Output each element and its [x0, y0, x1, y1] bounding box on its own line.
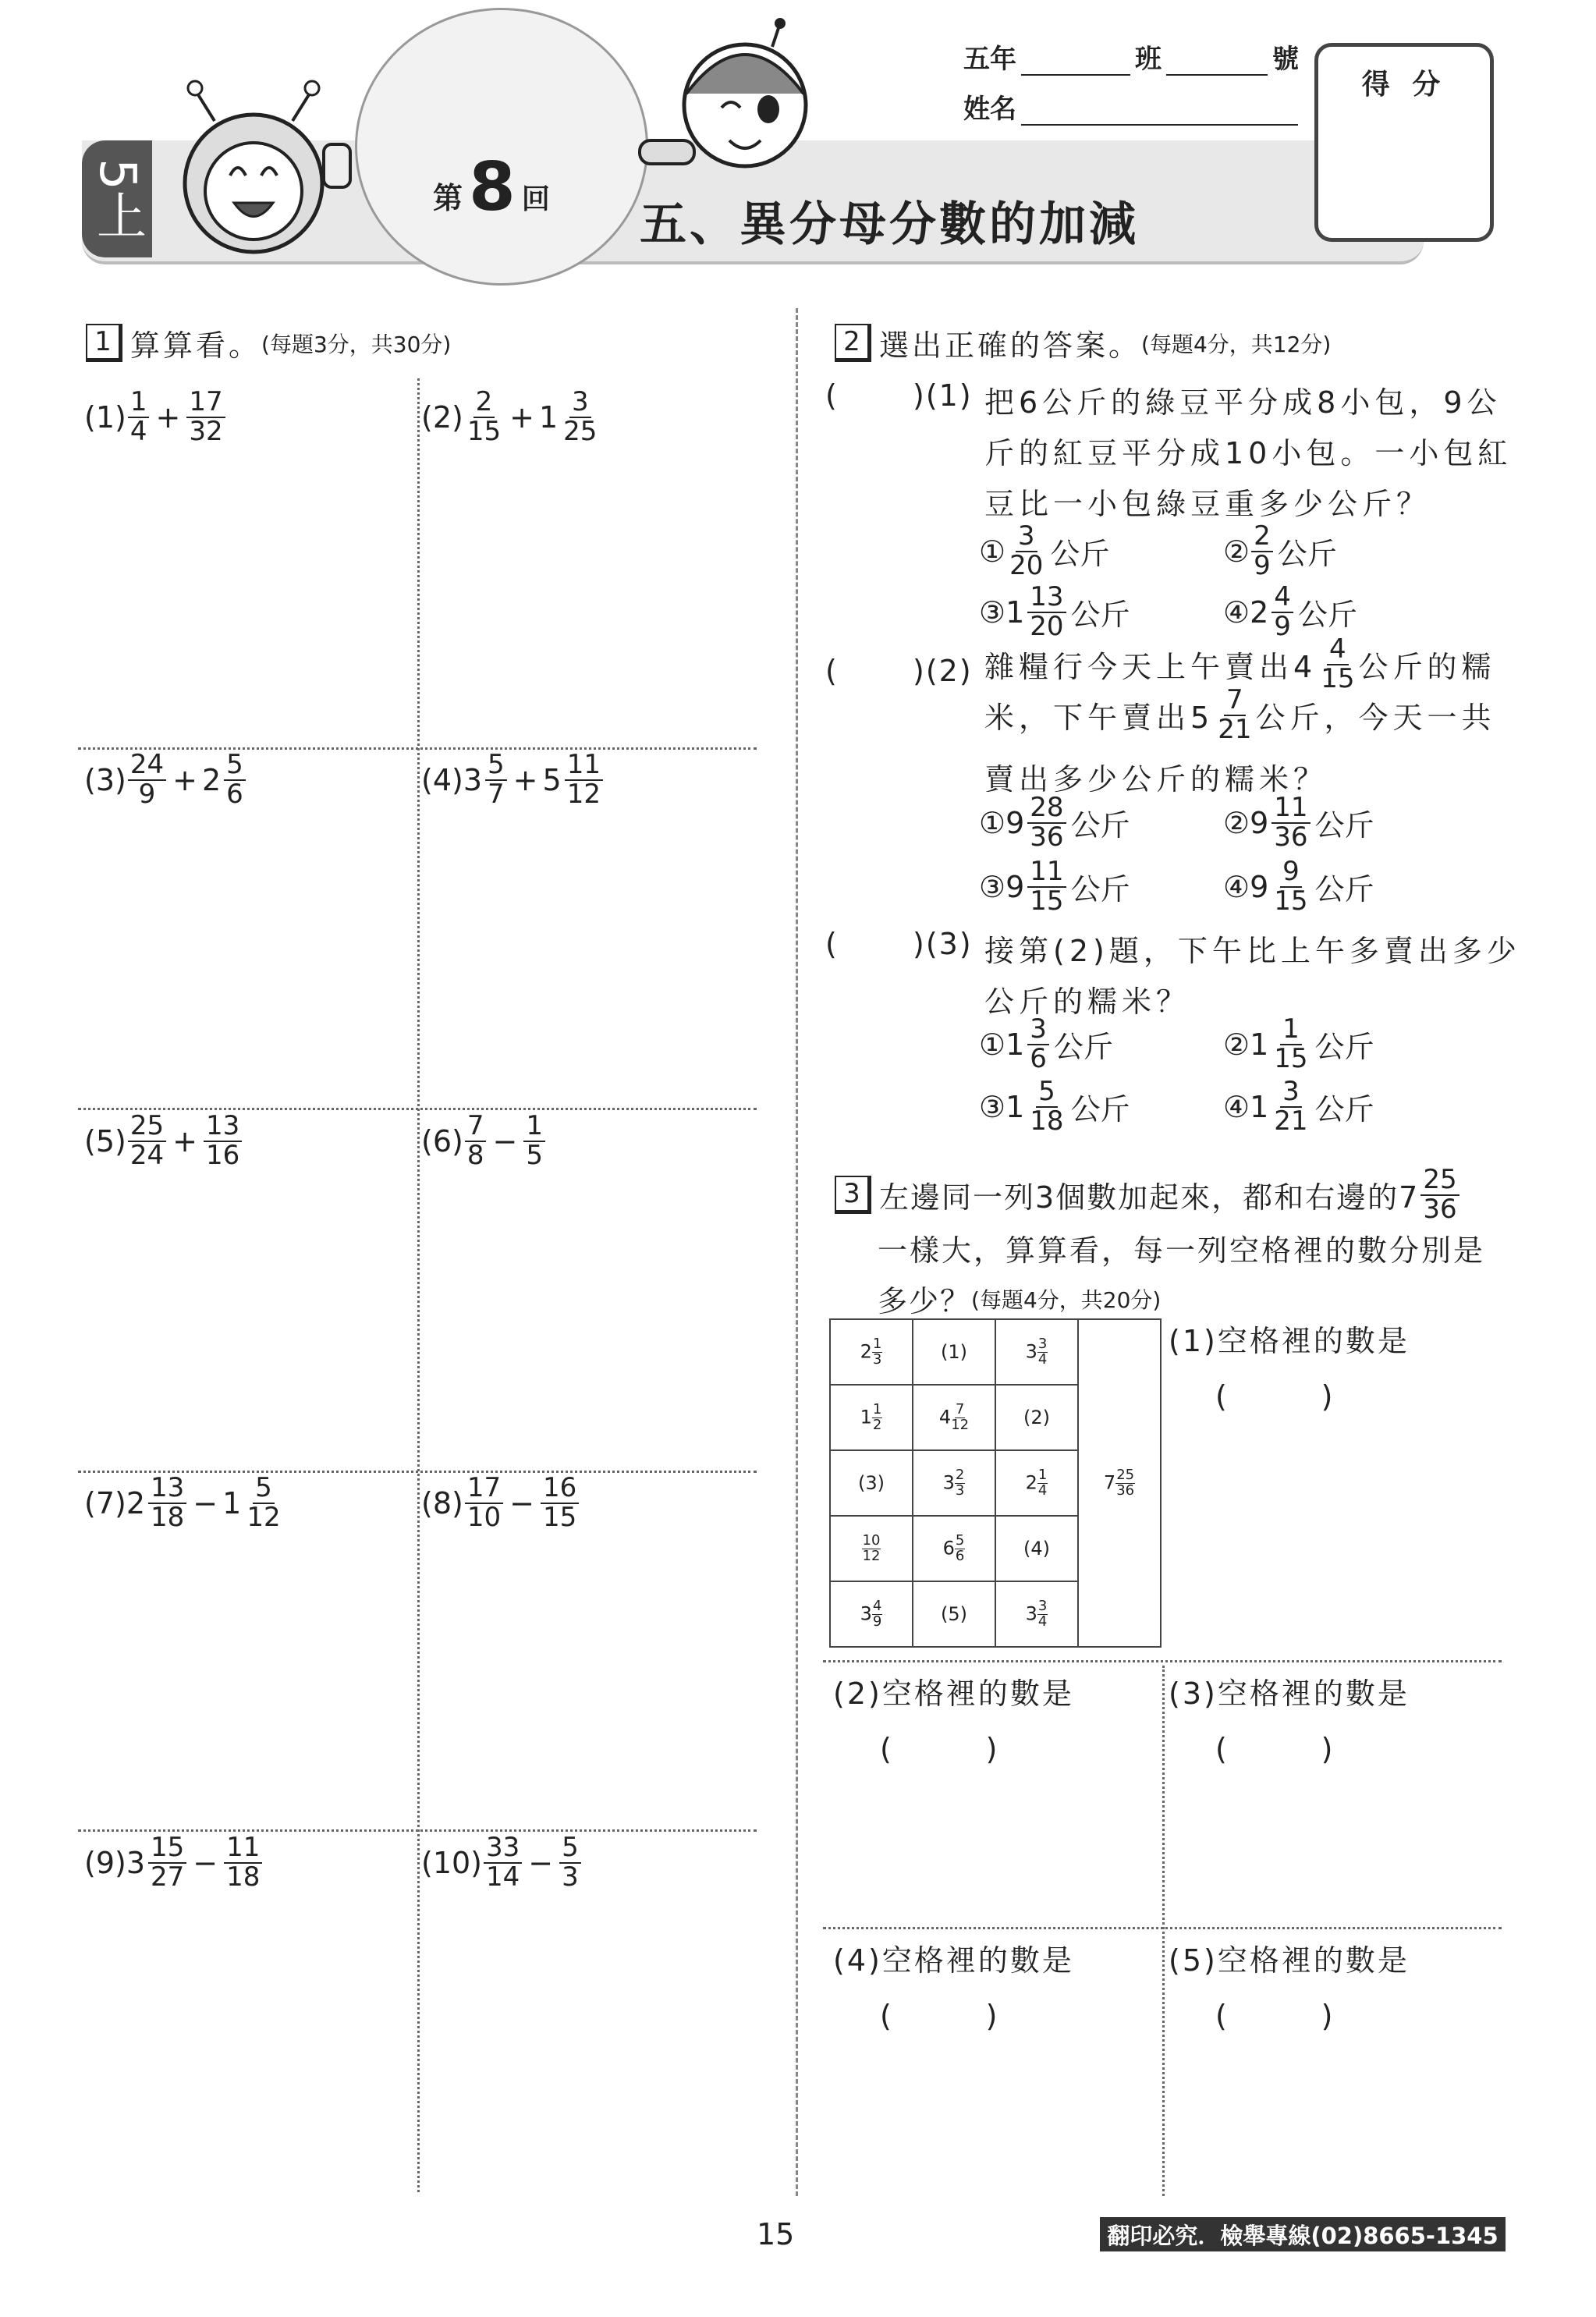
problem-label: (7): [84, 1485, 126, 1520]
fraction: $\frac{1}{4}$: [128, 389, 150, 445]
q3-option-1[interactable]: ① 1 $\frac{3}{6}$ 公斤: [979, 1013, 1113, 1074]
class-line: 五年 班 號: [963, 44, 1299, 75]
grid-blank-cell[interactable]: (5): [913, 1581, 995, 1647]
operator: −: [193, 1485, 218, 1520]
q1-line2: 斤的紅豆平分成10小包。一小包紅: [984, 436, 1513, 470]
q3-answer-paren[interactable]: (: [825, 927, 842, 961]
section1-number: 1: [86, 324, 122, 362]
operator: −: [492, 1123, 518, 1158]
fraction: $\frac{3}{20}$: [1009, 520, 1044, 581]
score-box[interactable]: [1314, 43, 1494, 242]
problem-label: (2): [421, 399, 463, 435]
s3-divider-1: [823, 1660, 1502, 1662]
whole-part: 2: [1250, 594, 1269, 630]
answer-blank[interactable]: ( ): [1215, 1999, 1333, 2033]
fraction: $\frac{16}{15}$: [541, 1474, 579, 1531]
grade-badge: 5上: [82, 140, 152, 257]
section3-line3: 多少？ (每題4分，共20分): [878, 1284, 1162, 1318]
fraction: $\frac{5}{3}$: [559, 1834, 581, 1891]
fraction: $\frac{11}{36}$: [1271, 794, 1310, 851]
whole-part: 5: [542, 762, 562, 797]
mascot-right-icon: [624, 16, 827, 179]
problem-7: [84, 1474, 285, 1531]
fraction: $\frac{1}{5}$: [523, 1112, 545, 1169]
answer-blank[interactable]: ( ): [1215, 1379, 1333, 1414]
q2-option-3[interactable]: ③ 9 $\frac{11}{15}$ 公斤: [979, 856, 1130, 917]
operator: −: [193, 1845, 218, 1880]
fraction: $\frac{33}{14}$: [484, 1834, 522, 1891]
answer-5: [1169, 1936, 1410, 2033]
grid-cell: 2 $\frac{1}{3}$: [830, 1319, 913, 1385]
q2-answer-paren[interactable]: (: [825, 654, 842, 688]
grid-cell: 2 $\frac{1}{4}$: [995, 1450, 1078, 1516]
operator: +: [172, 1123, 197, 1158]
whole-part: 9: [1250, 869, 1269, 904]
whole-part: 9: [1250, 805, 1269, 840]
fraction: $\frac{3}{21}$: [1274, 1076, 1308, 1137]
whole-part: 9: [1005, 805, 1025, 840]
problem-3: [84, 751, 247, 808]
grid-cell: 3 $\frac{2}{3}$: [913, 1450, 995, 1516]
grid-row: [830, 1319, 1161, 1385]
whole-part: 1: [1005, 1089, 1025, 1124]
q3-line2: 公斤的糯米？: [984, 985, 1191, 1019]
row-divider-1: [78, 747, 757, 750]
q3-option-3[interactable]: ③ 1 $\frac{5}{18}$ 公斤: [979, 1076, 1130, 1137]
fraction: $\frac{13}{20}$: [1027, 584, 1066, 640]
whole-part: 1: [1005, 594, 1025, 630]
fraction: $\frac{1}{3}$: [872, 1335, 882, 1368]
answer-blank[interactable]: ( ): [880, 1999, 998, 2033]
fraction: $\frac{1}{15}$: [1274, 1013, 1308, 1074]
fraction: $\frac{15}{27}$: [148, 1834, 186, 1891]
whole-part: 1: [538, 399, 559, 435]
problem-2: [421, 386, 601, 447]
fraction: $\frac{24}{9}$: [128, 751, 166, 808]
q1-option-3[interactable]: ③ 1 $\frac{13}{20}$ 公斤: [979, 581, 1130, 642]
whole-part: 1: [1250, 1027, 1269, 1062]
problem-10: [421, 1834, 583, 1891]
fraction: $\frac{3}{4}$: [1037, 1597, 1048, 1630]
operator: −: [528, 1845, 554, 1880]
whole-part: 2: [201, 762, 222, 797]
round-label: 第 8 回: [433, 148, 550, 226]
grid-cell: 3 $\frac{4}{9}$: [830, 1581, 913, 1647]
mascot-left-icon: [160, 66, 363, 261]
q1-line3: 豆比一小包綠豆重多少公斤？: [984, 487, 1431, 521]
problem-label: (9): [84, 1845, 126, 1880]
grid-blank-cell[interactable]: (2): [995, 1385, 1078, 1450]
grid-cell: 1 $\frac{1}{2}$: [830, 1385, 913, 1450]
fraction: $\frac{5}{12}$: [246, 1472, 281, 1533]
fraction: $\frac{25}{24}$: [128, 1112, 166, 1169]
answer-label: (3)空格裡的數是: [1169, 1677, 1410, 1711]
fraction: $\frac{11}{12}$: [565, 751, 603, 808]
section3-line1: 3 左邊同一列3個數加起來，都和右邊的7 $\frac{25}{36}$: [835, 1166, 1461, 1223]
q1-line1: 把6公斤的綠豆平分成8小包，9公: [984, 385, 1502, 420]
problem-label: (10): [421, 1845, 483, 1880]
answer-label: (2)空格裡的數是: [833, 1677, 1074, 1711]
operator: +: [172, 762, 197, 797]
problem-5: [84, 1112, 243, 1169]
fraction: $\frac{4}{9}$: [872, 1597, 882, 1630]
whole-part: 2: [126, 1485, 146, 1520]
answer-label: (1)空格裡的數是: [1169, 1324, 1410, 1358]
q3-label: )(3): [913, 927, 973, 961]
fraction: $\frac{5}{18}$: [1030, 1076, 1064, 1137]
answer-4: [833, 1936, 1074, 2033]
s3-vertical-divider: [1162, 1666, 1165, 2196]
q2-line3: 賣出多少公斤的糯米？: [984, 762, 1328, 797]
operator: +: [509, 399, 534, 435]
answer-3: [1169, 1669, 1410, 1766]
q1-option-2[interactable]: ② $\frac{2}{9}$ 公斤: [1223, 520, 1337, 581]
fraction: $\frac{17}{32}$: [186, 389, 225, 445]
name-blank[interactable]: [1021, 124, 1298, 126]
section1-heading: 1 算算看。 (每題3分，共30分): [86, 321, 451, 364]
answer-2: [833, 1669, 1074, 1766]
problem-6: [421, 1112, 547, 1169]
problem-1: [84, 386, 227, 447]
fraction: $\frac{25}{36}$: [1116, 1466, 1135, 1499]
whole-part: 1: [1250, 1089, 1269, 1124]
name-line: 姓名: [963, 87, 1298, 126]
grid-cell: [830, 1516, 913, 1581]
answer-label: (4)空格裡的數是: [833, 1943, 1074, 1978]
grid-cell: 3 $\frac{3}{4}$: [995, 1581, 1078, 1647]
whole-part: 1: [1005, 1027, 1025, 1062]
center-divider: [796, 308, 798, 2196]
fraction: $\frac{5}{6}$: [955, 1531, 965, 1564]
page-number: 15: [757, 2217, 795, 2251]
class-blank[interactable]: [1021, 74, 1130, 76]
section3-line2: 一樣大，算算看，每一列空格裡的數分別是: [878, 1233, 1486, 1268]
q1-answer-paren[interactable]: (: [825, 378, 842, 413]
whole-part: 9: [1005, 869, 1025, 904]
fraction: $\frac{2}{15}$: [466, 386, 502, 447]
operator: +: [155, 399, 181, 435]
copyright-notice: 翻印必究．檢舉專線(02)8665-1345: [1100, 2217, 1506, 2251]
round-circle: [355, 8, 648, 286]
fraction: $\frac{1}{2}$: [872, 1400, 882, 1433]
row-divider-2: [78, 1108, 757, 1110]
page-title: 五、異分母分數的加減: [640, 197, 1139, 252]
problem-label: (4): [421, 762, 463, 797]
fraction: $\frac{28}{36}$: [1027, 794, 1066, 851]
number-blank[interactable]: [1166, 74, 1268, 76]
section2-heading: 2 選出正確的答案。 (每題4分，共12分): [835, 321, 1331, 364]
q3-line1: 接第(2)題，下午比上午多賣出多少: [984, 934, 1521, 968]
whole-part: 1: [222, 1485, 242, 1520]
problem-9: [84, 1834, 264, 1891]
fraction: $\frac{7}{8}$: [465, 1112, 487, 1169]
fraction: $\frac{5}{6}$: [224, 751, 246, 808]
problem-4: [421, 751, 605, 808]
section1-vertical-divider: [417, 378, 420, 2192]
q3-option-2[interactable]: ② 1 $\frac{1}{15}$ 公斤: [1223, 1013, 1374, 1074]
fraction: $\frac{2}{9}$: [1251, 523, 1273, 580]
header: [0, 0, 1596, 281]
answer-label: (5)空格裡的數是: [1169, 1943, 1410, 1978]
answer-blank[interactable]: ( ): [1215, 1732, 1333, 1766]
q2-option-1[interactable]: ① 9 $\frac{28}{36}$ 公斤: [979, 792, 1130, 853]
operator: +: [512, 762, 538, 797]
grid-blank-cell[interactable]: (1): [913, 1319, 995, 1385]
q2-option-4[interactable]: ④ 9 $\frac{9}{15}$ 公斤: [1223, 856, 1374, 917]
q2-line2: 米，下午賣出5 $\frac{7}{21}$ 公斤，今天一共: [984, 684, 1496, 745]
q2-line1: 雜糧行今天上午賣出4 $\frac{4}{15}$ 公斤的糯: [984, 633, 1496, 694]
answer-blank[interactable]: ( ): [880, 1732, 998, 1766]
fraction: $\frac{11}{18}$: [224, 1834, 262, 1891]
grid-blank-cell[interactable]: (3): [830, 1450, 913, 1516]
q2-option-2[interactable]: ② 9 $\frac{11}{36}$ 公斤: [1223, 792, 1374, 853]
grid-cell: 3 $\frac{3}{4}$: [995, 1319, 1078, 1385]
grid-cell: 4 $\frac{7}{12}$: [913, 1385, 995, 1450]
fraction: $\frac{13}{18}$: [148, 1474, 186, 1531]
problem-label: (1): [84, 399, 126, 435]
grid-total-cell: 7 $\frac{25}{36}$: [1078, 1319, 1161, 1647]
q1-option-1[interactable]: ① $\frac{3}{20}$ 公斤: [979, 520, 1110, 581]
q1-option-4[interactable]: ④ 2 $\frac{4}{9}$ 公斤: [1223, 581, 1357, 642]
fraction: $\frac{4}{9}$: [1271, 584, 1293, 640]
fraction: $\frac{11}{15}$: [1027, 858, 1066, 915]
problem-8: [421, 1474, 580, 1531]
fraction: $\frac{10}{12}$: [862, 1531, 881, 1564]
fraction: $\frac{9}{15}$: [1274, 856, 1308, 917]
fraction: $\frac{3}{4}$: [1037, 1335, 1048, 1368]
problem-label: (6): [421, 1123, 463, 1158]
q1-label: )(1): [913, 378, 973, 413]
fraction: $\frac{3}{6}$: [1027, 1016, 1049, 1073]
fraction: $\frac{7}{12}$: [951, 1400, 970, 1433]
problem-label: (5): [84, 1123, 126, 1158]
grid-cell: 6 $\frac{5}{6}$: [913, 1516, 995, 1581]
fraction: $\frac{13}{16}$: [204, 1112, 242, 1169]
fraction: $\frac{17}{10}$: [465, 1474, 503, 1531]
problem-label: (8): [421, 1485, 463, 1520]
answer-1: [1169, 1317, 1410, 1414]
q2-label: )(2): [913, 654, 973, 688]
operator: −: [509, 1485, 534, 1520]
round-number: 8: [469, 148, 516, 226]
number-grid: [829, 1318, 1162, 1648]
fraction: $\frac{1}{4}$: [1037, 1466, 1048, 1499]
problem-label: (3): [84, 762, 126, 797]
fraction: $\frac{5}{7}$: [485, 751, 507, 808]
section3-number: 3: [835, 1176, 871, 1214]
score-label: 得 分: [1361, 69, 1447, 101]
grid-blank-cell[interactable]: (4): [995, 1516, 1078, 1581]
fraction: $\frac{3}{25}$: [563, 386, 598, 447]
section2-number: 2: [835, 324, 871, 362]
whole-part: 3: [126, 1845, 146, 1880]
q3-option-4[interactable]: ④ 1 $\frac{3}{21}$ 公斤: [1223, 1076, 1374, 1137]
whole-part: 3: [463, 762, 483, 797]
fraction: $\frac{2}{3}$: [955, 1466, 965, 1499]
